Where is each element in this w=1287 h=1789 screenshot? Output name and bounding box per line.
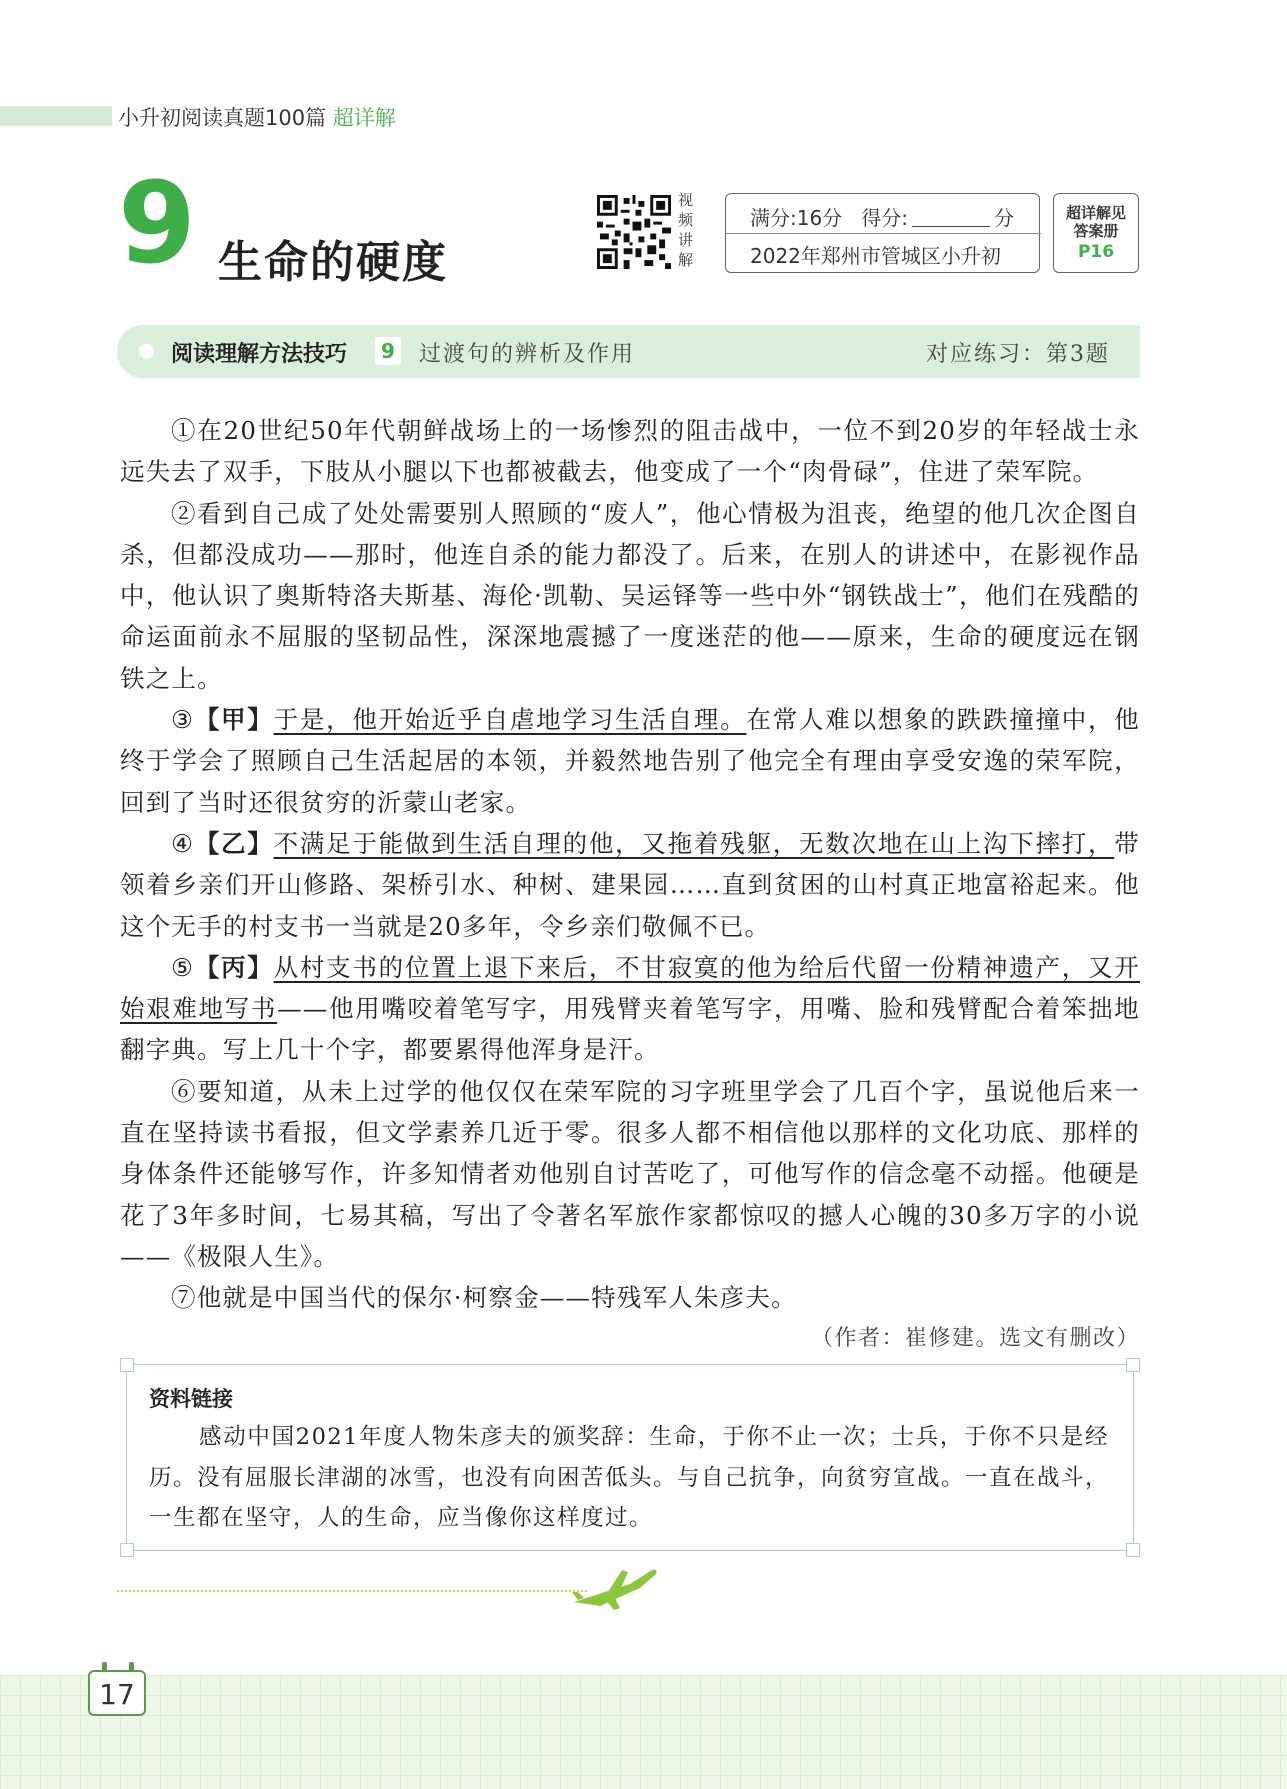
bullet-icon (139, 344, 154, 359)
corner-ornament (1126, 1543, 1140, 1557)
technique-practice: 对应练习：第3题 (926, 342, 1110, 367)
underlined-sentence-yi: 不满足于能做到生活自理的他，又拖着残躯，无数次地在山上沟下摔打， (273, 828, 1115, 858)
qr-label-char: 频 (678, 211, 694, 229)
score-row (750, 202, 1014, 231)
para-marker: ⑤ (171, 952, 195, 982)
author-credit: （作者：崔修建。选文有删改） (810, 1325, 1140, 1351)
underlined-sentence-bing: 从村支书的位置上退下来后，不甘寂寞的他为给后代留一份精神遗产，又开始艰难地写书 (120, 952, 1140, 1024)
paragraph-6: ⑥要知道，从未上过学的他仅仅在荣军院的习字班里学会了几百个字，虽说他后来一直在坚持读书看报，但文学素养几近于零。很多人都不相信他以那样的文化功底、那样的身体条件还能够写作，许多知情者劝他别自讨苦吃了，可他写作的信念毫不动摇。他硬是花了3年多时间，七易其稿，写出了令著名军旅作家都惊叹的撼人心魄的30多万字的小说——《极限人生》。 (120, 1076, 1140, 1271)
technique-topic: 过渡句的辨析及作用 (419, 342, 636, 367)
header-accent-bar (0, 106, 112, 126)
lesson-number: 9 (118, 159, 196, 289)
paragraph-text: 带领着乡亲们开山修路、架桥引水、种树、建果园……直到贫困的山村真正地富裕起来。他这个无手的村支书一当就是20多年，令乡亲们敬佩不已。 (120, 828, 1140, 941)
technique-label: 阅读理解方法技巧 (171, 342, 348, 367)
corner-ornament (120, 1543, 134, 1557)
page-number: 17 (88, 1670, 146, 1716)
paragraph-5 (120, 947, 1140, 1071)
answer-ref-line2: 答案册 (1073, 222, 1119, 240)
paragraph-text: ——他用嘴咬着笔写字，用残臂夹着笔写字，用嘴、脸和残臂配合着笨拙地翻字典。写上几十个字，都要累得他浑身是汗。 (120, 994, 1140, 1065)
para-marker: ④ (171, 828, 195, 858)
paragraph-1: ①在20世纪50年代朝鲜战场上的一场惨烈的阻击战中，一位不到20岁的年轻战士永远失去了双手，下肢从小腿以下也都被截去，他变成了一个“肉骨碌”，住进了荣军院。 (120, 416, 1140, 487)
technique-bar (117, 325, 1140, 378)
resource-title: 资料链接 (149, 1387, 233, 1411)
qr-label-char: 解 (678, 251, 694, 269)
score-label: 得分: (861, 206, 909, 230)
qr-label (678, 190, 700, 270)
full-score: 满分:16分 (750, 206, 843, 230)
book-title-main: 小升初阅读真题100篇 (118, 106, 327, 130)
resource-link-box (126, 1364, 1134, 1551)
paragraph-7: ⑦他就是中国当代的保尔·柯察金——特残军人朱彦夫。 (171, 1283, 797, 1313)
plane-icon (570, 1562, 660, 1612)
corner-ornament (1126, 1358, 1140, 1372)
paragraph-4 (120, 823, 1140, 947)
answer-reference-box (1053, 193, 1139, 273)
bracket-label-jia: 【甲】 (194, 705, 274, 735)
dotted-divider (117, 1590, 587, 1592)
bracket-label-yi: 【乙】 (194, 828, 274, 858)
resource-text: 感动中国2021年度人物朱彦夫的颁奖辞：生命，于你不止一次；士兵，于你不只是经历。没有屈服长津湖的冰雪，也没有向困苦低头。与自己抗争，向贫穷宣战。一直在战斗，一生都在坚守，人的生命，应当像你这样度过。 (149, 1424, 1110, 1531)
bracket-label-bing: 【丙】 (194, 952, 274, 982)
answer-ref-line1: 超详解见 (1065, 204, 1126, 222)
underlined-sentence-jia: 于是，他开始近乎自虐地学习生活自理。 (273, 705, 747, 735)
para-marker: ③ (171, 705, 195, 735)
score-input[interactable] (912, 208, 990, 227)
book-title-accent: 超详解 (332, 106, 396, 130)
lesson-title: 生命的硬度 (218, 237, 448, 288)
paragraph-3 (120, 699, 1140, 823)
qr-code-icon[interactable] (597, 195, 671, 269)
score-unit: 分 (994, 206, 1015, 230)
article-body (120, 410, 1140, 1357)
qr-label-char: 讲 (678, 231, 694, 249)
answer-ref-page: P16 (1077, 242, 1115, 262)
corner-ornament (120, 1358, 134, 1372)
footer-grid (0, 1675, 1287, 1789)
technique-number: 9 (375, 337, 401, 365)
score-box (725, 193, 1040, 273)
book-title (118, 102, 396, 132)
paragraph-2: ②看到自己成了处处需要别人照顾的“废人”，他心情极为沮丧，绝望的他几次企图自杀，但都没成功——那时，他连自杀的能力都没了。后来，在别人的讲述中，在影视作品中，他认识了奥斯特洛夫斯基、海伦·凯勒、吴运铎等一些中外“钢铁战士”，他们在残酷的命运面前永不屈服的坚韧品性，深深地震撼了一度迷茫的他——原来，生命的硬度远在钢铁之上。 (120, 498, 1140, 693)
qr-label-char: 视 (678, 191, 694, 209)
paragraph-text: 在常人难以想象的跌跌撞撞中，他终于学会了照顾自己生活起居的本领，并毅然地告别了他完全有理由享受安逸的荣军院，回到了当时还很贫穷的沂蒙山老家。 (120, 705, 1140, 817)
score-divider (726, 233, 1041, 234)
exam-source: 2022年郑州市管城区小升初 (750, 244, 1001, 268)
